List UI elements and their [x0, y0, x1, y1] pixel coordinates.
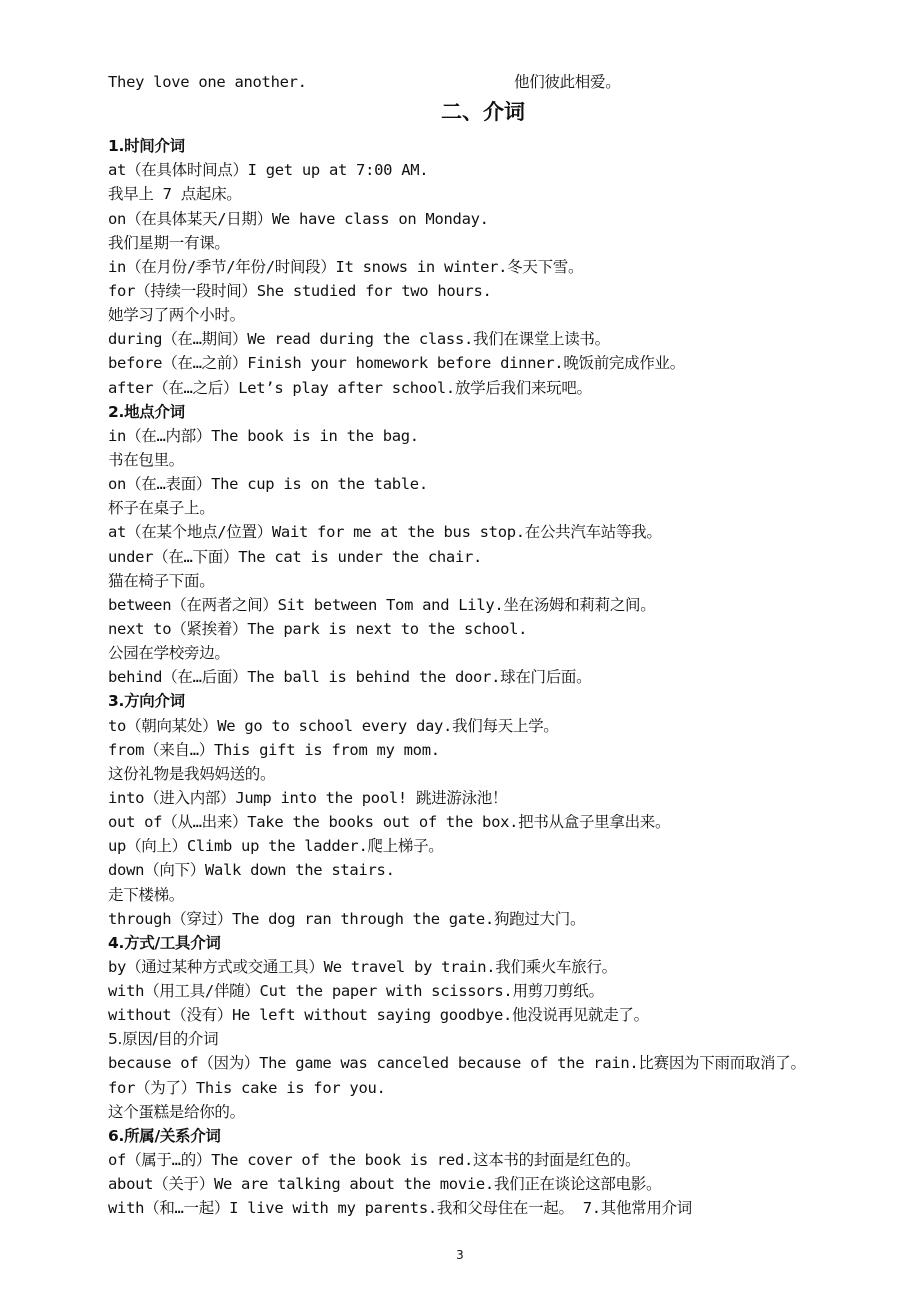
section-title: 二、介词: [441, 100, 525, 125]
text-line: about（关于）We are talking about the movie.我们正在谈论这部电影。: [108, 1175, 662, 1194]
text-line: into（进入内部）Jump into the pool! 跳进游泳池！: [108, 788, 508, 807]
text-line: for（持续一段时间）She studied for two hours.: [108, 281, 492, 300]
text-line: 她学习了两个小时。: [108, 306, 245, 325]
text-line: 我早上 7 点起床。: [108, 185, 242, 204]
subsection-heading: 6.所属/关系介词: [108, 1126, 221, 1145]
subsection-heading: 3.方向介词: [108, 692, 185, 711]
text-line: with（和…一起）I live with my parents.我和父母住在一起。 7.其他常用介词: [108, 1199, 692, 1218]
text-line: down（向下）Walk down the stairs.: [108, 861, 395, 880]
text-line: on（在具体某天/日期）We have class on Monday.: [108, 209, 489, 228]
intro-chinese: 他们彼此相爱。: [514, 73, 621, 91]
text-line: without（没有）He left without saying goodbye.他没说再见就走了。: [108, 1006, 649, 1025]
intro-line: [108, 70, 878, 94]
text-line: by（通过某种方式或交通工具）We travel by train.我们乘火车旅行。: [108, 957, 617, 976]
text-line: after（在…之后）Let’s play after school.放学后我们来玩吧。: [108, 378, 592, 397]
text-line: in（在…内部）The book is in the bag.: [108, 426, 419, 445]
text-line: 公园在学校旁边。: [108, 644, 230, 663]
text-line: 杯子在桌子上。: [108, 499, 215, 518]
text-line: 书在包里。: [108, 450, 185, 469]
text-line: of（属于…的）The cover of the book is red.这本书的封面是红色的。: [108, 1151, 641, 1170]
text-line: with（用工具/伴随）Cut the paper with scissors.用剪刀剪纸。: [108, 982, 604, 1001]
text-line: at（在具体时间点）I get up at 7:00 AM.: [108, 161, 429, 180]
text-line: to（朝向某处）We go to school every day.我们每天上学。: [108, 716, 559, 735]
text-line: through（穿过）The dog ran through the gate.狗跑过大门。: [108, 909, 586, 928]
text-line: for（为了）This cake is for you.: [108, 1078, 386, 1097]
text-line: on（在…表面）The cup is on the table.: [108, 475, 428, 494]
text-line: 这个蛋糕是给你的。: [108, 1102, 245, 1121]
text-line: before（在…之前）Finish your homework before dinner.晚饭前完成作业。: [108, 354, 685, 373]
text-line: next to（紧挨着）The park is next to the school.: [108, 619, 528, 638]
text-line: because of（因为）The game was canceled because of the rain.比赛因为下雨而取消了。: [108, 1054, 806, 1073]
subsection-heading: 1.时间介词: [108, 137, 185, 156]
text-line: at（在某个地点/位置）Wait for me at the bus stop.在公共汽车站等我。: [108, 523, 662, 542]
text-line: 走下楼梯。: [108, 885, 185, 904]
page-number: 3: [456, 1248, 464, 1262]
text-line: behind（在…后面）The ball is behind the door.球在门后面。: [108, 668, 592, 687]
text-line: between（在两者之间）Sit between Tom and Lily.坐在汤姆和莉莉之间。: [108, 595, 656, 614]
text-line: up（向上）Climb up the ladder.爬上梯子。: [108, 837, 444, 856]
subsection-heading: 5.原因/目的介词: [108, 1030, 219, 1049]
intro-english: They love one another.: [108, 73, 307, 91]
subsection-heading: 2.地点介词: [108, 402, 185, 421]
text-line: during（在…期间）We read during the class.我们在课堂上读书。: [108, 330, 610, 349]
text-line: 我们星期一有课。: [108, 233, 230, 252]
text-line: 猫在椅子下面。: [108, 571, 215, 590]
text-line: out of（从…出来）Take the books out of the box.把书从盒子里拿出来。: [108, 813, 671, 832]
text-line: from（来自…）This gift is from my mom.: [108, 740, 440, 759]
content-lines: [108, 134, 878, 1220]
text-line: 这份礼物是我妈妈送的。: [108, 764, 276, 783]
text-line: under（在…下面）The cat is under the chair.: [108, 547, 483, 566]
text-line: in（在月份/季节/年份/时间段）It snows in winter.冬天下雪。: [108, 257, 584, 276]
document-page: [108, 70, 878, 1220]
subsection-heading: 4.方式/工具介词: [108, 933, 221, 952]
